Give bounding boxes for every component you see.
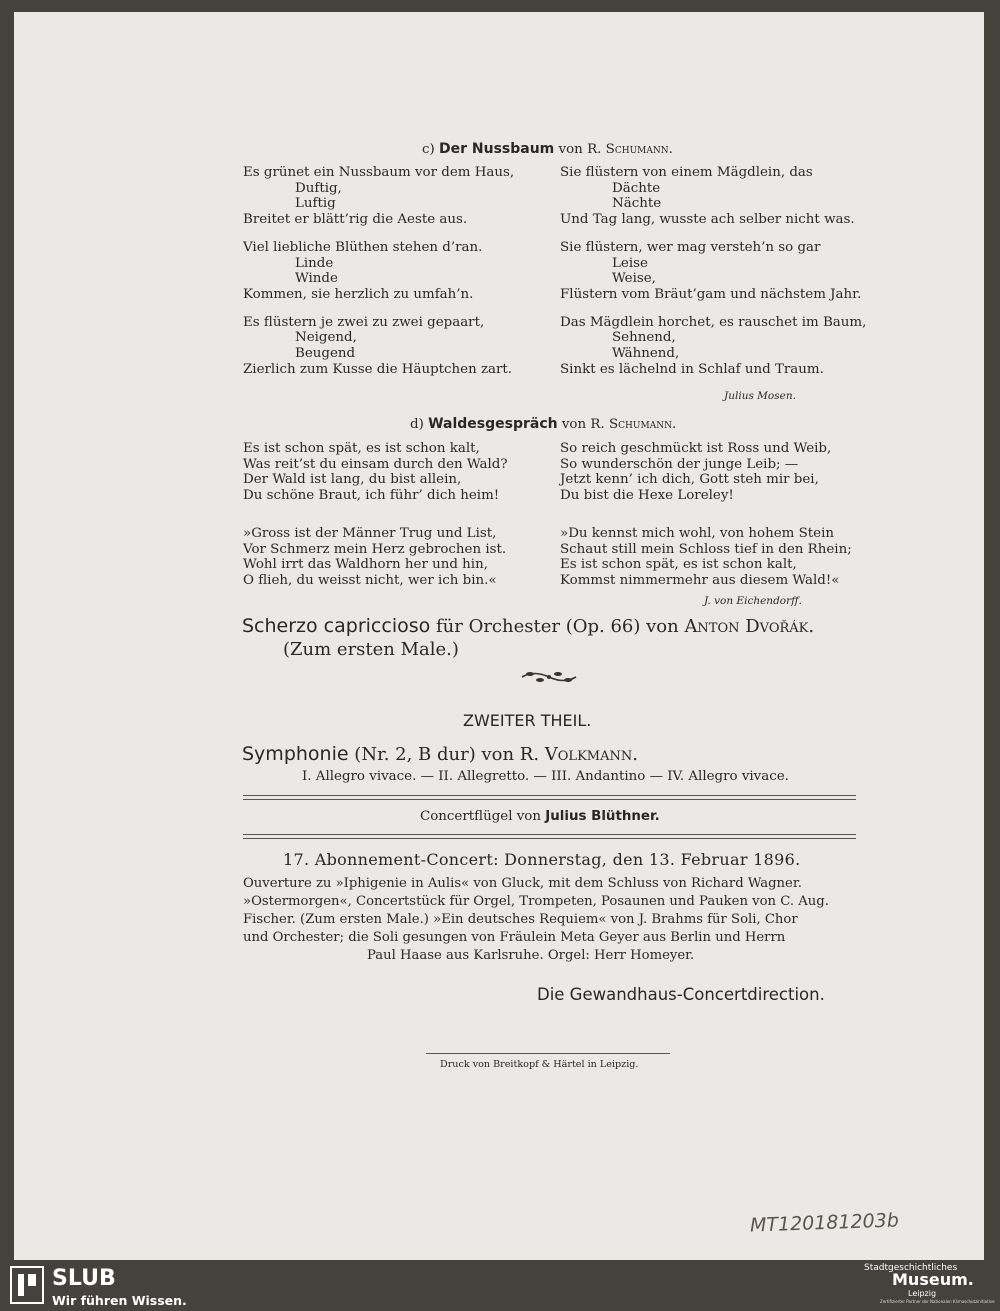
waldesgespraech-left-column [243,441,508,589]
divider [243,799,856,800]
verse-line: Breitet er blätt’rig die Aeste aus. [243,212,468,228]
verse-line: Das Mägdlein horchet, es rauschet im Baum, [560,314,867,330]
divider [243,838,856,839]
program-line: Ouverture zu »Iphigenie in Aulis« von Gluck, mit dem Schluss von Richard Wagner. [243,876,802,891]
song-title: Waldesgespräch [428,416,558,432]
song-title: Der Nussbaum [439,141,555,157]
program-line: Fischer. (Zum ersten Male.) »Ein deutsches Requiem« von J. Brahms für Soli, Chor [243,912,798,927]
verse-line: Viel liebliche Blüthen stehen d’ran. [243,239,483,255]
by-text: von [561,417,587,432]
museum-name: Museum. [892,1270,974,1289]
composer-name: R. Schumann. [590,417,677,432]
work-title: Scherzo capriccioso [242,615,431,637]
section-label: c) [422,142,435,157]
verse-line: Der Wald ist lang, du bist allein, [243,472,462,488]
verse-line: Was reit’st du einsam durch den Wald? [243,456,508,472]
verse-line: Schaut still mein Schloss tief in den Rhein; [560,541,852,557]
verse-line: Flüstern vom Bräut’gam und nächstem Jahr. [560,286,862,302]
printer-imprint: Druck von Breitkopf & Härtel in Leipzig. [440,1059,639,1070]
verse-line: Wohl irrt das Waldhorn her und hin, [243,557,488,573]
verse-line: Luftig [295,196,336,212]
piano-maker: Julius Blüthner. [545,809,660,824]
work-title: Symphonie [242,743,349,765]
verse-line: »Du kennst mich wohl, von hohem Stein [560,525,834,541]
archive-signature: MT120181203b [749,1209,900,1237]
next-concert-heading: 17. Abonnement-Concert: Donnerstag, den 13. Februar 1896. [283,850,801,869]
verse-line: Sie flüstern, wer mag versteh’n so gar [560,239,821,255]
program-line: und Orchester; die Soli gesungen von Fräulein Meta Geyer aus Berlin und Herrn [243,930,786,945]
verse-line: Wähnend, [612,346,680,362]
slub-tagline: Wir führen Wissen. [52,1293,187,1308]
next-concert-program [243,875,856,965]
divider [243,795,856,796]
waldesgespraech-heading [410,416,676,432]
verse-line: Jetzt kenn’ ich dich, Gott steh mir bei, [560,472,819,488]
by-text: von [558,142,583,157]
verse-line: Kommst nimmermehr aus diesem Wald!« [560,572,840,588]
verse-line: Nächte [612,196,662,212]
waldesgespraech-right-column [560,441,852,589]
movements-list: I. Allegro vivace. — II. Allegretto. — III. Andantino — IV. Allegro vivace. [302,769,789,784]
part-heading: ZWEITER THEIL. [463,711,592,730]
program-line: Paul Haase aus Karlsruhe. Orgel: Herr Homeyer. [367,948,695,963]
program-line: »Ostermorgen«, Concertstück für Orgel, Trompeten, Posaunen und Pauken von C. Aug. [243,894,829,909]
verse-line: Es ist schon spät, es ist schon kalt, [560,557,797,573]
divider [243,834,856,835]
verse-line: Linde [295,255,334,271]
museum-subtitle: Stadtgeschichtliches [864,1263,958,1273]
signature: Die Gewandhaus-Concertdirection. [537,985,825,1004]
verse-line: Leise [612,255,648,271]
concertfluegel-line [420,809,660,824]
nussbaum-right-column [560,165,866,377]
verse-line: O flieh, du weisst nicht, wer ich bin.« [243,572,497,588]
verse-line: Sie flüstern von einem Mägdlein, das [560,165,813,180]
instrument-credit: Concertflügel von [420,809,541,824]
verse-line: Es ist schon spät, es ist schon kalt, [243,441,480,456]
verse-line: Du schöne Braut, ich führ’ dich heim! [243,488,500,504]
floral-ornament-icon [518,668,580,686]
slub-logo-icon [10,1266,44,1304]
verse-line: Vor Schmerz mein Herz gebrochen ist. [243,541,507,557]
verse-line: Beugend [295,346,356,362]
verse-line: Es flüstern je zwei zu zwei gepaart, [243,314,485,330]
work-description: (Nr. 2, B dur) von [354,744,515,765]
verse-line: Sinkt es lächelnd in Schlaf und Traum. [560,361,824,377]
verse-line: Dächte [612,180,661,196]
verse-line: »Gross ist der Männer Trug und List, [243,525,497,541]
poet-credit: Julius Mosen. [724,390,796,402]
verse-line: So reich geschmückt ist Ross und Weib, [560,441,832,456]
verse-line: Sehnend, [612,330,676,346]
museum-partner-note: Zertifizierter Partner der Nationalen Klimaschutzinitiative [880,1299,995,1304]
verse-line: Kommen, sie herzlich zu umfah’n. [243,286,474,302]
work-description: für Orchester (Op. 66) von [435,616,679,637]
nussbaum-left-column [243,165,514,377]
verse-line: Du bist die Hexe Loreley! [560,488,734,504]
verse-line: Neigend, [295,330,357,346]
nussbaum-heading [422,141,673,157]
verse-line: Und Tag lang, wusste ach selber nicht was. [560,212,855,228]
composer-name: R. Volkmann. [519,744,638,765]
verse-line: Weise, [612,271,656,287]
poet-credit: J. von Eichendorff. [704,595,802,607]
verse-line: Zierlich zum Kusse die Häuptchen zart. [243,361,513,377]
verse-line: So wunderschön der junge Leib; — [560,456,799,472]
scherzo-line [242,615,814,637]
verse-line: Duftig, [295,180,342,196]
verse-line: Winde [295,271,338,287]
slub-name: SLUB [52,1266,116,1291]
premiere-note: (Zum ersten Male.) [283,639,459,660]
museum-city: Leipzig [908,1289,937,1298]
verse-line: Es grünet ein Nussbaum vor dem Haus, [243,165,515,180]
section-label: d) [410,417,424,432]
printer-rule [426,1053,670,1054]
symphonie-line [242,743,638,765]
footer-bar [0,1260,1000,1311]
composer-name: R. Schumann. [587,142,673,157]
composer-name: Anton Dvořák. [684,616,815,637]
